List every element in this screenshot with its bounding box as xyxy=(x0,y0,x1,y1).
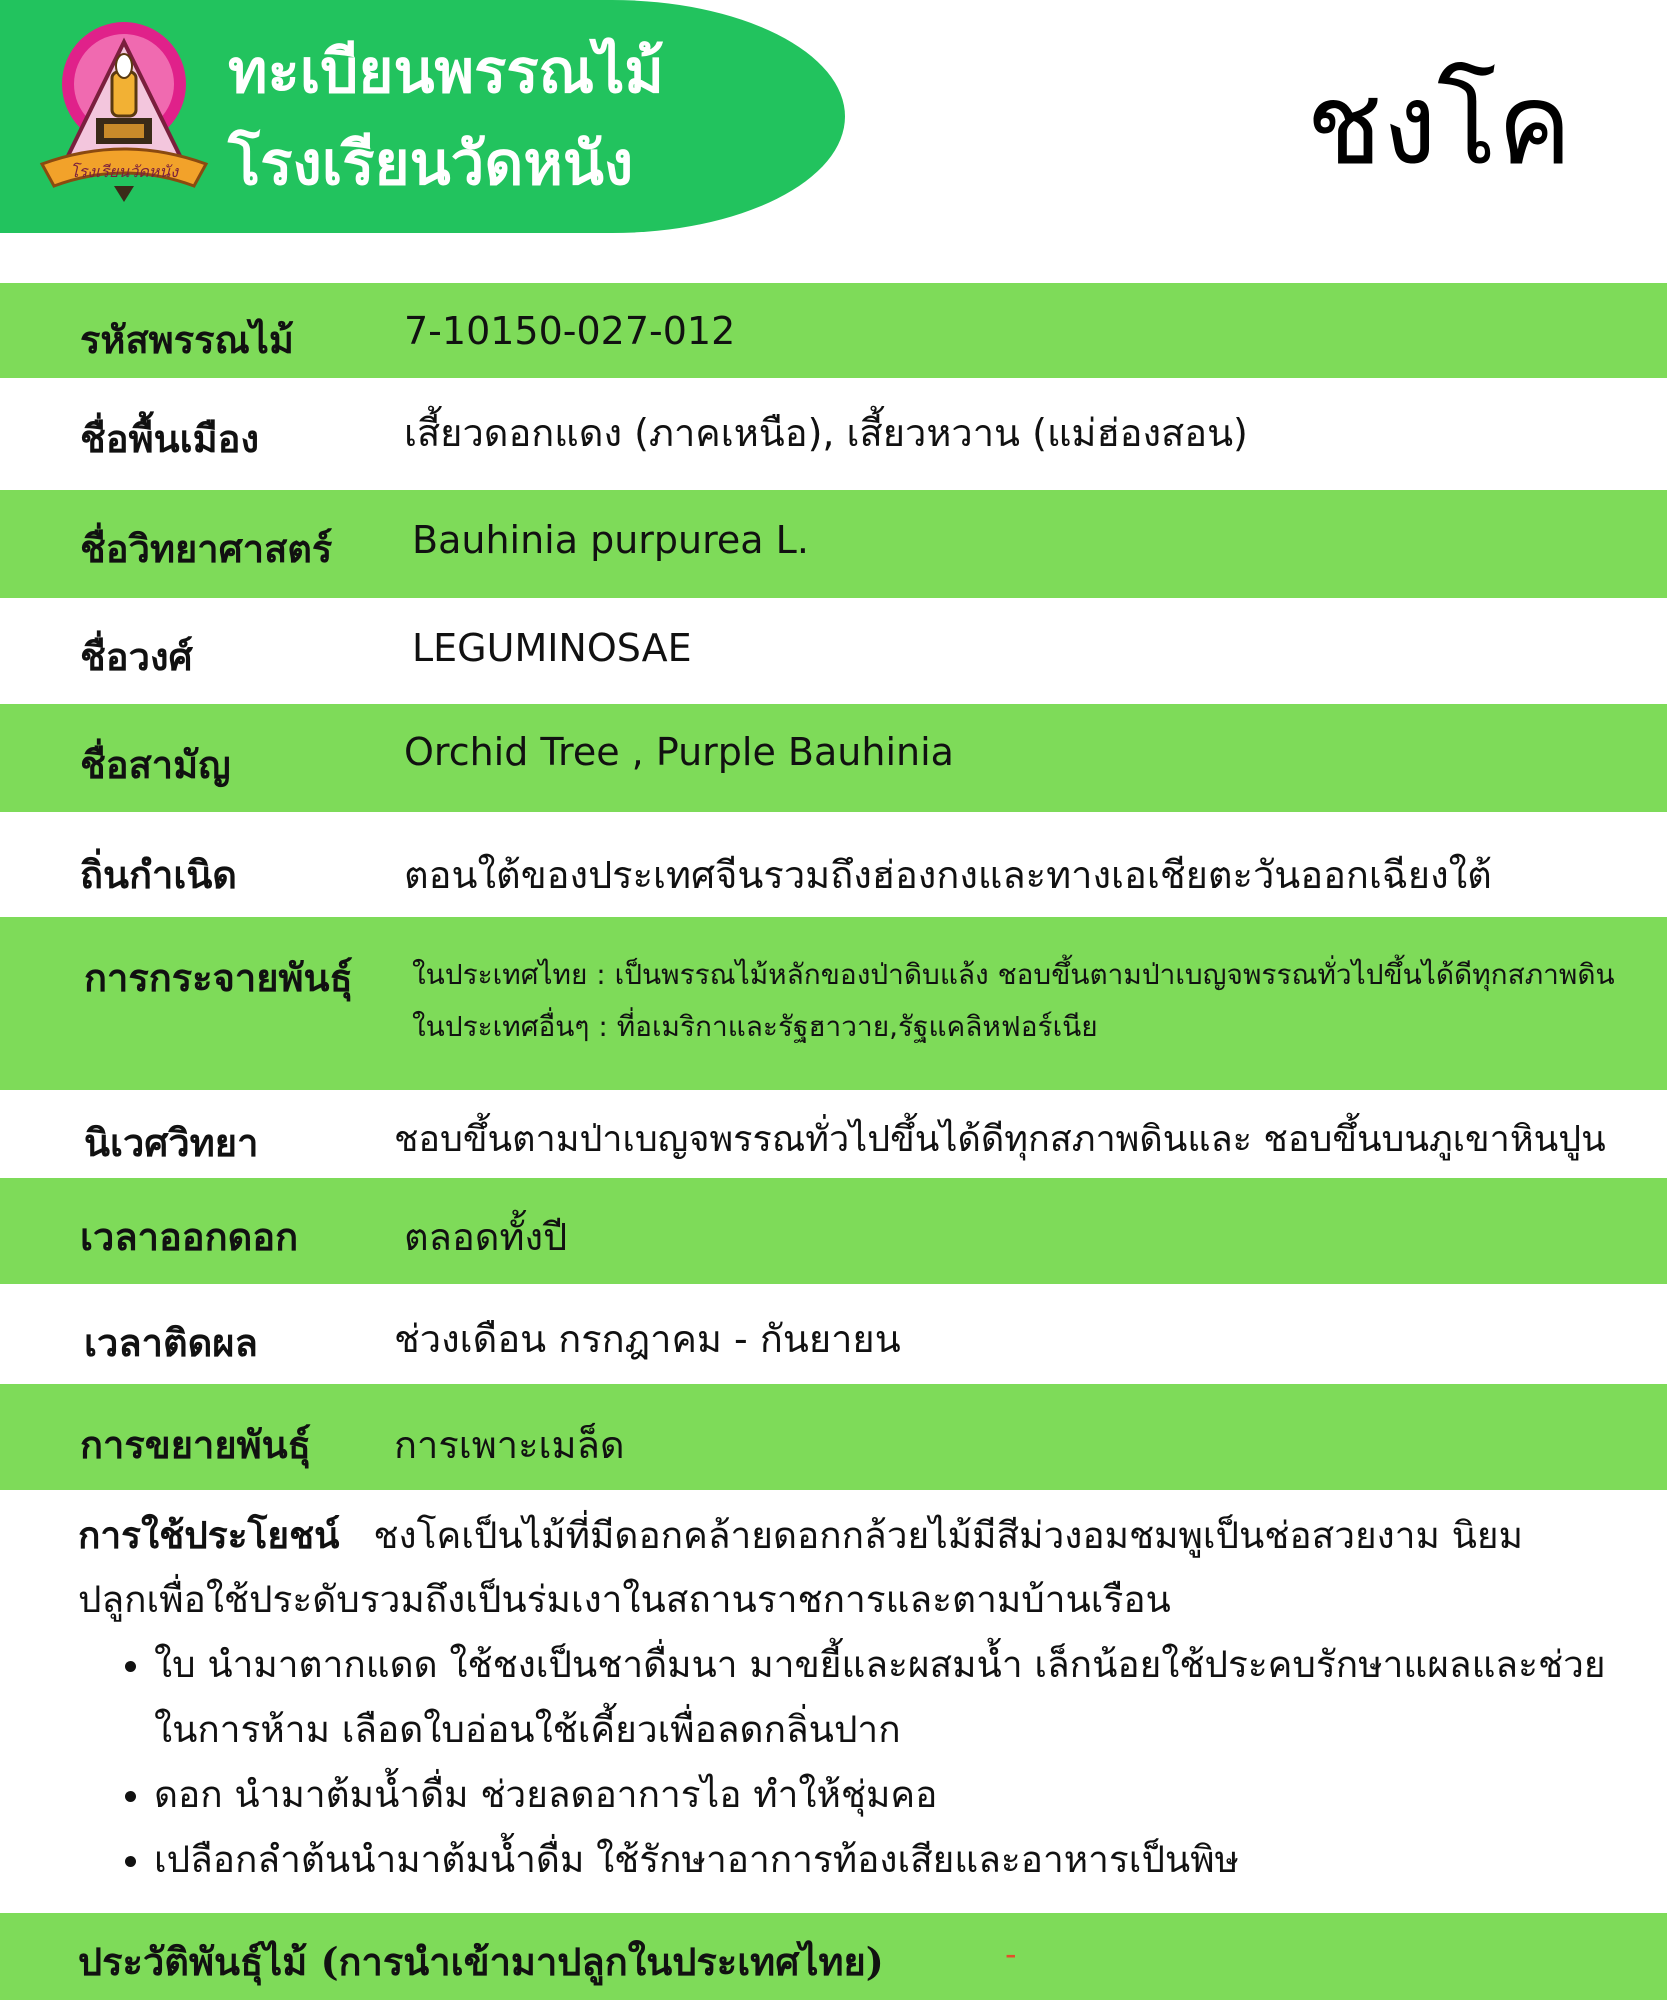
row-common-name xyxy=(0,704,1667,812)
distribution-line2: ในประเทศอื่นๆ : ที่อเมริกาและรัฐฮาวาย,รัฐแคลิหฟอร์เนีย xyxy=(412,1010,1098,1043)
propagation-value: การเพาะเมล็ด xyxy=(394,1423,625,1467)
row-plant-code xyxy=(0,283,1667,378)
local-name-value: เสี้ยวดอกแดง (ภาคเหนือ), เสี้ยวหวาน (แม่ฮ่องสอน) xyxy=(404,411,1248,455)
uses-label: การใช้ประโยชน์ xyxy=(78,1513,340,1557)
row-ecology xyxy=(0,1090,1667,1178)
family-name-label: ชื่อวงศ์ xyxy=(80,634,193,679)
row-family-name xyxy=(0,598,1667,704)
scientific-name-label: ชื่อวิทยาศาสตร์ xyxy=(80,526,333,571)
common-name-label: ชื่อสามัญ xyxy=(80,742,231,787)
uses-bullet-leaf: • ใบ นำมาตากแดด ใช้ชงเป็นชาดื่มนา มาขยี้และผสมน้ำ เล็กน้อยใช้ประคบรักษาแผลและช่วยในการห้าม เลือดใบอ่อนใช้เคี้ยวเพื่อลดกลิ่นปาก xyxy=(154,1632,1618,1762)
row-distribution xyxy=(0,917,1667,1090)
propagation-label: การขยายพันธุ์ xyxy=(80,1422,311,1467)
ecology-value: ชอบขึ้นตามป่าเบญจพรรณทั่วไปขึ้นได้ดีทุกสภาพดินและ ชอบขึ้นบนภูเขาหินปูน xyxy=(394,1119,1606,1160)
logo-text: โรงเรียนวัดหนัง xyxy=(69,162,179,181)
row-flowering xyxy=(0,1178,1667,1284)
history-row xyxy=(0,1913,1667,2000)
uses-intro xyxy=(78,1503,1618,1568)
origin-value: ตอนใต้ของประเทศจีนรวมถึงฮ่องกงและทางเอเชียตะวันออกเฉียงใต้ xyxy=(404,853,1492,897)
flowering-value: ตลอดทั้งปี xyxy=(404,1215,568,1259)
header-banner xyxy=(0,0,845,233)
flowering-label: เวลาออกดอก xyxy=(80,1214,299,1259)
history-label: ประวัติพันธุ์ไม้ (การนำเข้ามาปลูกในประเทศไทย) xyxy=(78,1939,884,1984)
fruiting-value: ช่วงเดือน กรกฎาคม - กันยายน xyxy=(394,1317,901,1361)
plant-code-value: 7-10150-027-012 xyxy=(404,309,736,353)
uses-intro-line2: ปลูกเพื่อใช้ประดับรวมถึงเป็นร่มเงาในสถานราชการและตามบ้านเรือน xyxy=(78,1578,1171,1621)
uses-section xyxy=(78,1503,1618,1892)
row-origin xyxy=(0,812,1667,917)
family-name-value: LEGUMINOSAE xyxy=(412,626,692,670)
row-propagation xyxy=(0,1384,1667,1490)
uses-intro-line1: ชงโคเป็นไม้ที่มีดอกคล้ายดอกกล้วยไม้มีสีม่วงอมชมพูเป็นช่อสวยงาม นิยม xyxy=(373,1514,1524,1557)
plant-name-title: ชงโค xyxy=(1306,60,1572,190)
fruiting-label: เวลาติดผล xyxy=(84,1320,258,1365)
common-name-value: Orchid Tree , Purple Bauhinia xyxy=(404,730,954,774)
plant-code-label: รหัสพรรณไม้ xyxy=(80,317,294,362)
uses-list xyxy=(78,1632,1618,1892)
origin-label: ถิ่นกำเนิด xyxy=(80,852,237,897)
scientific-name-value: Bauhinia purpurea L. xyxy=(412,518,809,562)
history-value: - xyxy=(1005,1935,1017,1973)
row-fruiting xyxy=(0,1284,1667,1384)
distribution-label: การกระจายพันธุ์ xyxy=(84,955,353,1000)
school-title-line2: โรงเรียนวัดหนัง xyxy=(228,129,634,199)
uses-bullet-flower: • ดอก นำมาต้มน้ำดื่ม ช่วยลดอาการไอ ทำให้ชุ่มคอ xyxy=(154,1762,1618,1827)
school-title xyxy=(228,26,664,210)
ecology-label: นิเวศวิทยา xyxy=(84,1120,259,1165)
row-local-name xyxy=(0,378,1667,490)
local-name-label: ชื่อพื้นเมือง xyxy=(80,416,260,461)
school-title-line1: ทะเบียนพรรณไม้ xyxy=(228,37,664,107)
row-scientific-name xyxy=(0,490,1667,598)
uses-bullet-bark: • เปลือกลำต้นนำมาต้มน้ำดื่ม ใช้รักษาอาการท้องเสียและอาหารเป็นพิษ xyxy=(154,1827,1618,1892)
school-logo xyxy=(34,14,214,209)
distribution-line1: ในประเทศไทย : เป็นพรรณไม้หลักของป่าดิบแล้ง ชอบขึ้นตามป่าเบญจพรรณทั่วไปขึ้นได้ดีทุกสภาพดิน xyxy=(412,958,1615,991)
